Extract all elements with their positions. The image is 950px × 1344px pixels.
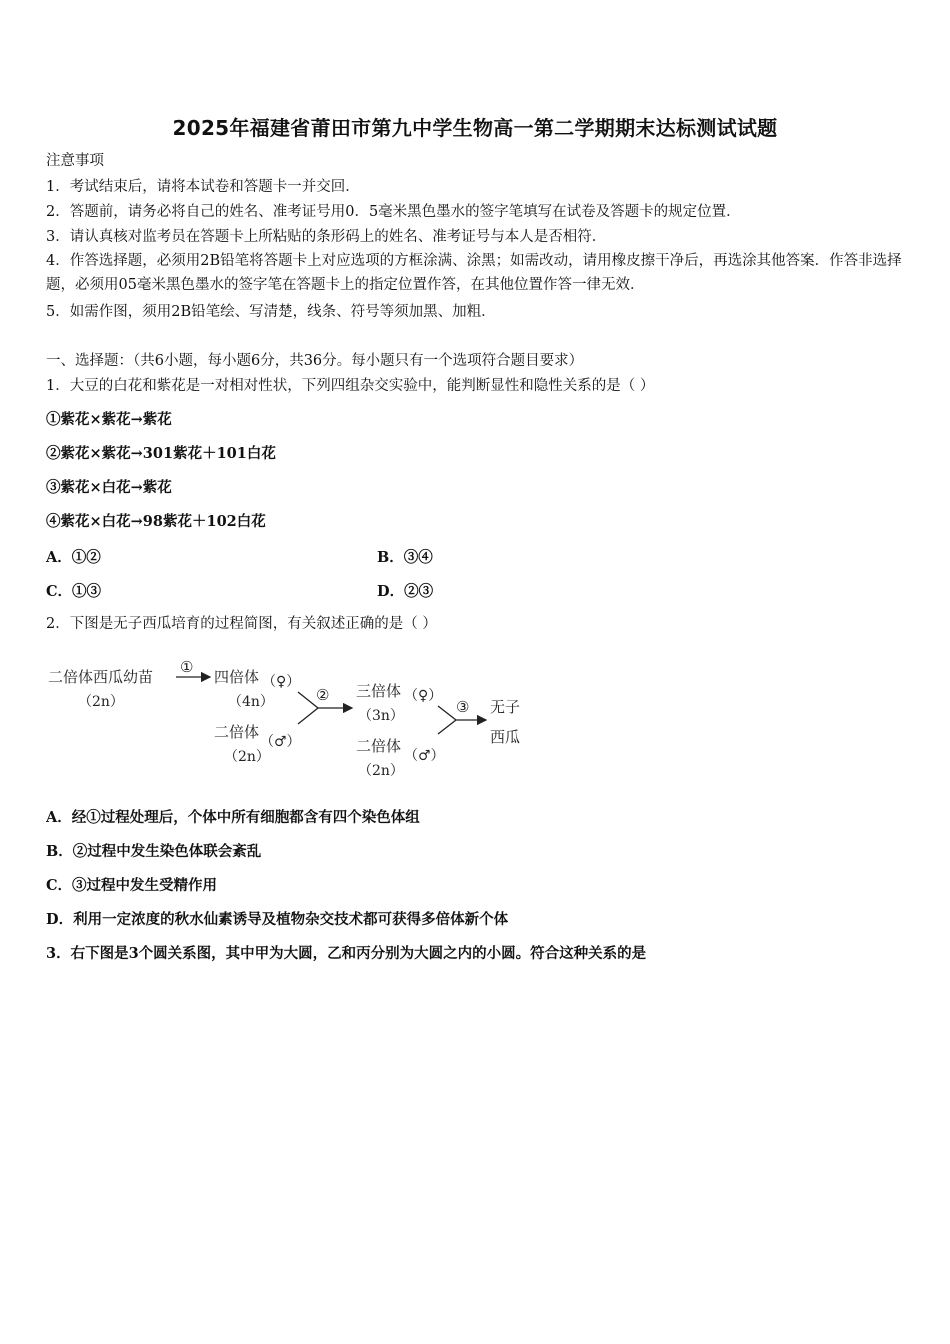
notice-item-4: 4．作答选择题，必须用2B铅笔将答题卡上对应选项的方框涂满、涂黑；如需改动，请用橡皮擦干净后，再选涂其他答案．作答非选择题，必须用05毫米黑色墨水的签字笔在答题卡上的指定位置作答，在其他位置作答一律无效． — [46, 253, 902, 293]
notice-item-1: 1．考试结束后，请将本试卷和答题卡一并交回． — [46, 179, 360, 195]
q1-cross-3: ③紫花×白花→紫花 — [46, 479, 172, 496]
diagram-female-1: （♀） — [262, 674, 301, 690]
notice-heading: 注意事项 — [46, 153, 104, 169]
diagram-diploid-2: 二倍体 — [356, 737, 402, 755]
q2-option-b: B．②过程中发生染色体联会紊乱 — [46, 843, 262, 860]
diagram-triploid-n: （3n） — [358, 708, 404, 724]
diagram-step-3: ③ — [456, 698, 470, 716]
diagram-tetraploid-n: （4n） — [228, 694, 274, 710]
q2-option-c: C．③过程中发生受精作用 — [46, 877, 218, 894]
diagram-result-1: 无子 — [490, 698, 521, 716]
q3-stem: 3．右下图是3个圆关系图，其中甲为大圆，乙和丙分别为大圆之内的小圆。符合这种关系的是 — [46, 945, 647, 962]
q1-option-b: B．③④ — [377, 549, 433, 566]
diagram-result-2: 西瓜 — [490, 728, 521, 746]
watermelon-breeding-diagram — [40, 650, 560, 790]
q1-option-a: A．①② — [46, 549, 101, 566]
q1-cross-4: ④紫花×白花→98紫花＋102白花 — [46, 513, 266, 530]
diagram-seedling-n: （2n） — [78, 694, 124, 710]
page-title: 2025年福建省莆田市第九中学生物高一第二学期期末达标测试试题 — [172, 116, 778, 140]
section-heading: 一、选择题：（共6小题，每小题6分，共36分。每小题只有一个选项符合题目要求） — [46, 353, 584, 369]
diagram-tetraploid: 四倍体 — [214, 668, 260, 686]
q1-cross-2: ②紫花×紫花→301紫花＋101白花 — [46, 445, 276, 462]
diagram-step-1: ① — [180, 658, 194, 676]
diagram-diploid-2-n: （2n） — [358, 763, 404, 779]
diagram-male-2: （♂） — [404, 748, 445, 764]
q1-cross-1: ①紫花×紫花→紫花 — [46, 411, 172, 428]
notice-item-3: 3．请认真核对监考员在答题卡上所粘贴的条形码上的姓名、准考证号与本人是否相符． — [46, 229, 607, 245]
q2-option-a: A．经①过程处理后，个体中所有细胞都含有四个染色体组 — [46, 809, 420, 826]
diagram-triploid: 三倍体 — [356, 682, 402, 700]
notice-item-5: 5．如需作图，须用2B铅笔绘、写清楚，线条、符号等须加黑、加粗． — [46, 304, 496, 320]
diagram-step-2: ② — [316, 686, 330, 704]
diagram-male-1: （♂） — [260, 734, 301, 750]
diagram-diploid-1-n: （2n） — [224, 749, 270, 765]
q1-option-d: D．②③ — [377, 583, 434, 600]
diagram-female-2: （♀） — [404, 688, 443, 704]
q1-option-c: C．①③ — [46, 583, 102, 600]
q2-option-d: D．利用一定浓度的秋水仙素诱导及植物杂交技术都可获得多倍体新个体 — [46, 911, 509, 928]
merge-lines-1 — [298, 692, 318, 724]
merge-lines-2 — [438, 706, 456, 734]
notice-item-2: 2．答题前，请务必将自己的姓名、准考证号用0．5毫米黑色墨水的签字笔填写在试卷及答题卡的规定位置． — [46, 204, 741, 220]
q1-stem: 1．大豆的白花和紫花是一对相对性状，下列四组杂交实验中，能判断显性和隐性关系的是（ ） — [46, 378, 655, 394]
diagram-seedling: 二倍体西瓜幼苗 — [48, 668, 154, 686]
q2-stem: 2．下图是无子西瓜培育的过程简图，有关叙述正确的是（ ） — [46, 616, 437, 632]
diagram-diploid-1: 二倍体 — [214, 723, 260, 741]
